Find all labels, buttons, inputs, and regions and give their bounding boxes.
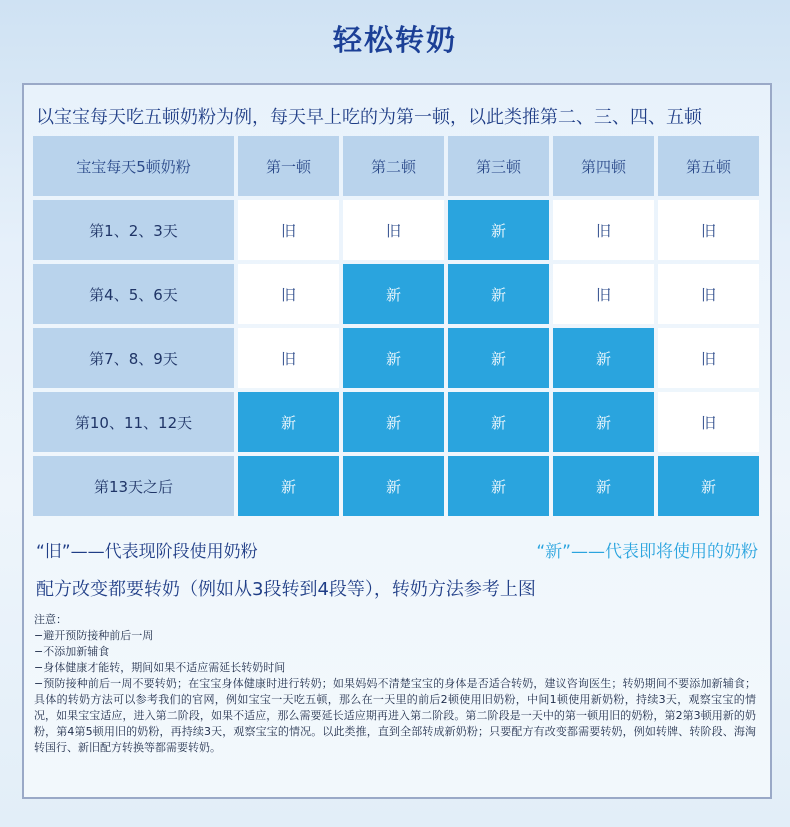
notes-heading: 注意： [34,613,67,626]
row-header-days: 第1、2、3天 [33,200,234,260]
cell-new-formula: 新 [448,264,549,324]
column-header-meal-5: 第五顿 [658,136,759,196]
cell-old-formula: 旧 [658,264,759,324]
cell-new-formula: 新 [448,200,549,260]
cell-old-formula: 旧 [553,264,654,324]
cell-new-formula: 新 [553,456,654,516]
formula-change-note: 配方改变都要转奶（例如从3段转到4段等），转奶方法参考上图 [36,579,536,600]
cell-new-formula: 新 [238,456,339,516]
row-header-days: 第10、11、12天 [33,392,234,452]
cell-new-formula: 新 [343,392,444,452]
cell-old-formula: 旧 [658,200,759,260]
cell-old-formula: 旧 [658,392,759,452]
cell-new-formula: 新 [238,392,339,452]
row-header-days: 第7、8、9天 [33,328,234,388]
cell-new-formula: 新 [448,392,549,452]
row-header-days: 第4、5、6天 [33,264,234,324]
cell-old-formula: 旧 [238,200,339,260]
column-header-meal-1: 第一顿 [238,136,339,196]
cell-old-formula: 旧 [238,264,339,324]
cell-old-formula: 旧 [658,328,759,388]
table-corner-header: 宝宝每天5顿奶粉 [33,136,234,196]
legend-new-formula: “新”——代表即将使用的奶粉 [536,542,758,562]
intro-text: 以宝宝每天吃五顿奶粉为例，每天早上吃的为第一顿，以此类推第二、三、四、五顿 [36,107,702,128]
column-header-meal-4: 第四顿 [553,136,654,196]
notes-paragraph: −预防接种前后一周不要转奶；在宝宝身体健康时进行转奶；如果妈妈不清楚宝宝的身体是否适合转奶，建议咨询医生；转奶期间不要添加新辅食；具体的转奶方法可以参考我们的官网，例如宝宝一天吃五顿，那么在一天里的前后2顿使用旧奶粉，中间1顿使用新奶粉，持续3天，观察宝宝的情况，如果宝宝适应，进入第二阶段，如果不适应，那么需要延长适应期再进入第二阶段。第二阶段是一天中的第一顿用旧的奶粉，第2第3顿用新的奶粉，第4第5顿用旧的奶粉，再持续3天，观察宝宝的情况。以此类推，直到全部转成新奶粉；只要配方有改变都需要转奶，例如转牌、转阶段、海淘转国行、新旧配方转换等都需要转奶。 [34,677,756,754]
feeding-schedule-table [33,136,759,516]
cell-new-formula: 新 [448,456,549,516]
column-header-meal-3: 第三顿 [448,136,549,196]
cell-new-formula: 新 [448,328,549,388]
cell-old-formula: 旧 [238,328,339,388]
cell-new-formula: 新 [658,456,759,516]
cell-old-formula: 旧 [343,200,444,260]
notes-item: −不添加新辅食 [34,645,110,658]
column-header-meal-2: 第二顿 [343,136,444,196]
cell-new-formula: 新 [343,456,444,516]
legend-old-formula: “旧”——代表现阶段使用奶粉 [36,542,258,562]
row-header-days: 第13天之后 [33,456,234,516]
cell-new-formula: 新 [343,264,444,324]
cell-old-formula: 旧 [553,200,654,260]
content-panel [22,83,772,799]
notes-section [34,612,756,756]
cell-new-formula: 新 [553,392,654,452]
cell-new-formula: 新 [343,328,444,388]
notes-item: −身体健康才能转，期间如果不适应需延长转奶时间 [34,661,286,674]
page-title: 轻松转奶 [332,23,457,57]
cell-new-formula: 新 [553,328,654,388]
notes-item: −避开预防接种前后一周 [34,629,154,642]
